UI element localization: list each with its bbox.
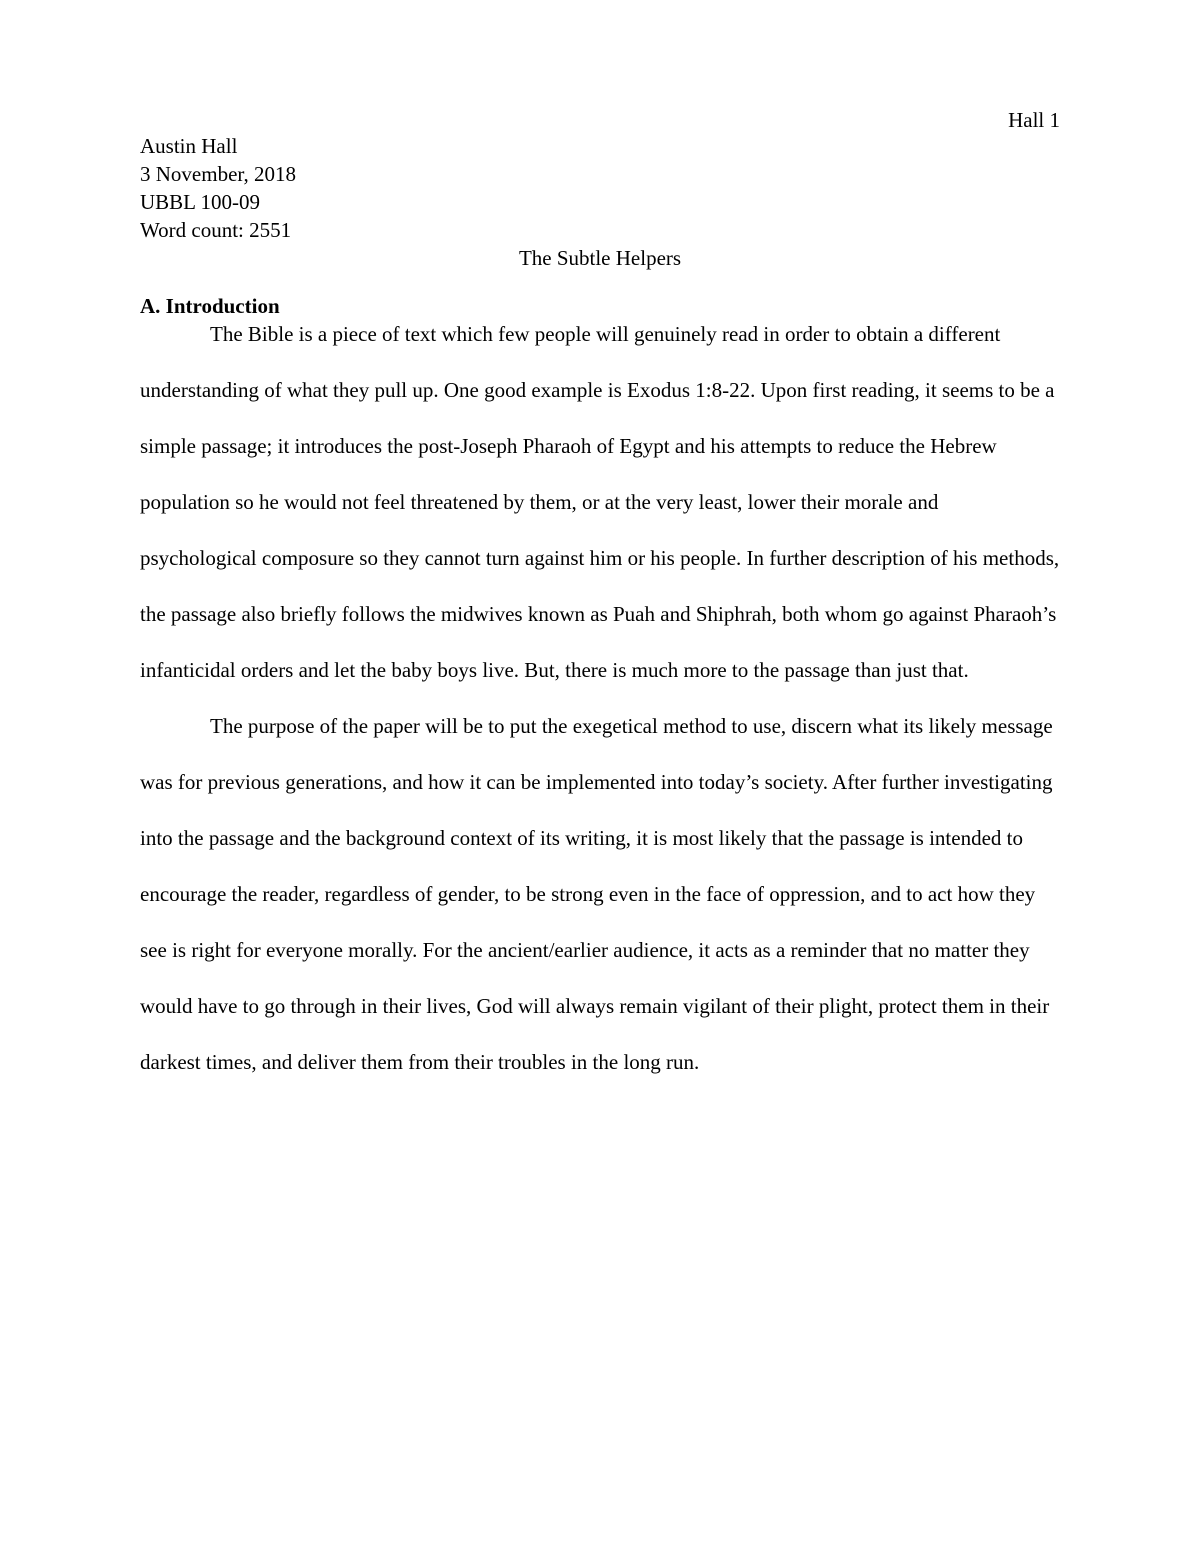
section-heading-introduction: A. Introduction [140,294,280,318]
running-head: Hall 1 [1008,108,1060,132]
course-code: UBBL 100-09 [140,190,260,214]
mla-heading [140,132,1060,244]
paragraph-2: The purpose of the paper will be to put the exegetical method to use, discern what its likely message was for previous generations, and how it can be implemented into today’s society. After further investigating into the passage and the background context of its writing, it is most likely that the passage is intended to encourage the reader, regardless of gender, to be strong even in the face of oppression, and to act how they see is right for everyone morally. For the ancient/earlier audience, it acts as a reminder that no matter they would have to go through in their lives, God will always remain vigilant of their plight, protect them in their darkest times, and deliver them from their troubles in the long run. [140,714,1053,1074]
paper-title: The Subtle Helpers [518,246,682,270]
document-body [140,132,1060,1090]
paragraph-1: The Bible is a piece of text which few people will genuinely read in order to obtain a different understanding of what they pull up. One good example is Exodus 1:8-22. Upon first reading, it seems to be a simple passage; it introduces the post-Joseph Pharaoh of Egypt and his attempts to reduce the Hebrew population so he would not feel threatened by them, or at the very least, lower their morale and psychological composure so they cannot turn against him or his people. In further description of his methods, the passage also briefly follows the midwives known as Puah and Shiphrah, both whom go against Pharaoh’s infanticidal orders and let the baby boys live. But, there is much more to the passage than just that. [140,322,1060,682]
author-name: Austin Hall [140,134,238,158]
word-count: Word count: 2551 [140,218,292,242]
paper-date: 3 November, 2018 [140,162,297,186]
